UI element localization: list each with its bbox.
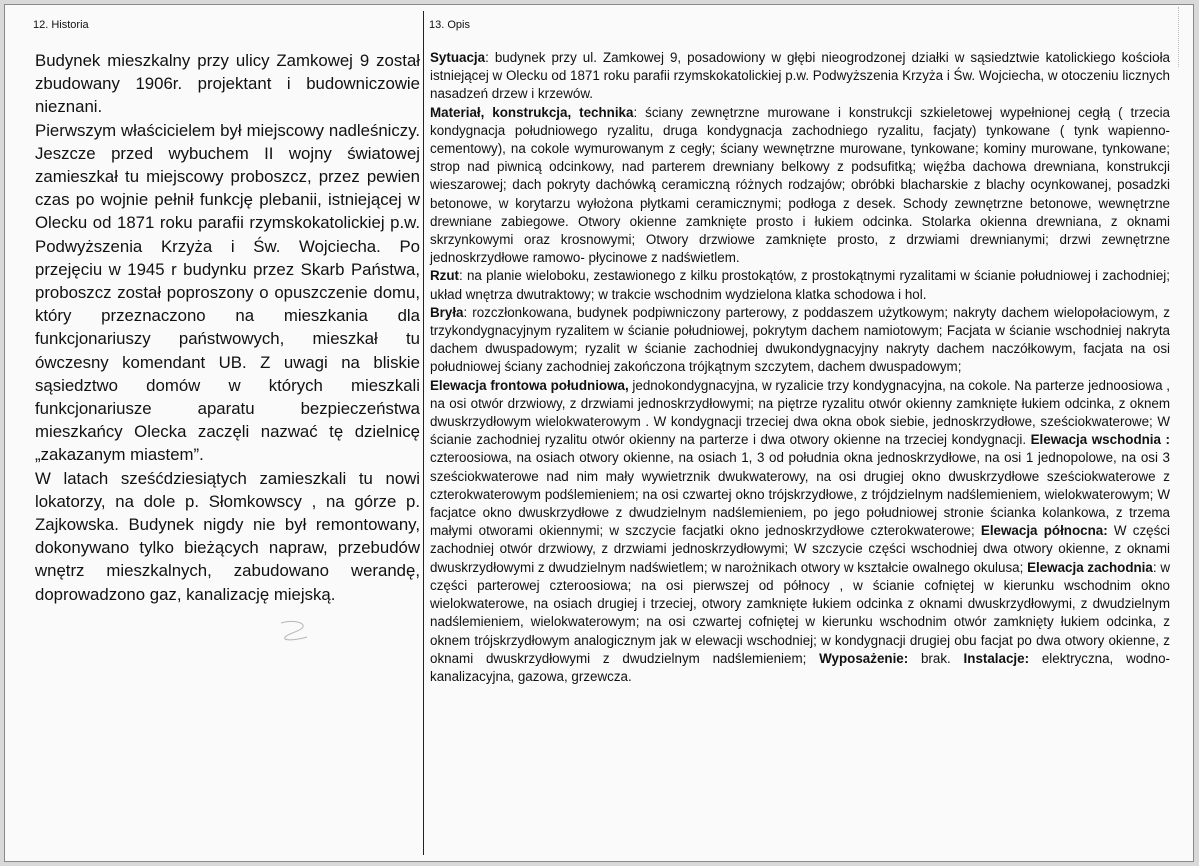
- material-text: : ściany zewnętrzne murowane i konstrukcji szkieletowej wypełnionej cegłą ( trzecia kondygnacja południowego ryzalitu, druga kondygnacja zachodniego ryzalitu, facjaty) tynkowane ( tynk wapienno- cementowy), na cokole wymurowanym z cegły; ściany wewnętrzne murowane, tynkowane; kominy murowane, tynkowane; strop nad piwnicą odcinkowy, nad parterem drewniany belkowy z podsufitką; więźba dachowa drewniana, konstrukcji wieszarowej; dach pokryty dachówką ceramiczną różnych rodzajów; obróbki blacharskie z blachy ocynkowanej, posadzki betonowe, w korytarzu wyłożona płytkami ceramicznymi; podłoga z desek. Schody zewnętrzne betonowe, wewnętrzne drewniane zabiegowe. Otwory okienne zamknięte prosto i łukiem odcinka. Stolarka okienna drewniana, z oknami skrzynkowymi oraz krosnowymi; Otwory drzwiowe zamknięte prosto, z drzwiami drewnianymi; drzwi zewnętrzne jednoskrzydłowe ramowo- płycinowe z nadświetlem.: [430, 104, 1170, 266]
- section-header-historia: 12. Historia: [33, 19, 89, 31]
- wyposazenie-text: brak.: [908, 650, 964, 666]
- elewacja-wschodnia-label: Elewacja wschodnia :: [1030, 432, 1170, 448]
- elewacja-wschodnia-text: czteroosiowa, na osiach otwory okienne, na osiach 1, 3 od południa okna jednoskrzydłowe, na osi 1 jednopolowe, na osi 3 sześciokwaterowe nad nim mały wywietrznik dwukwaterowy, na osi drugiej okno dwuskrzydłowe sześciokwaterowe z czterokwaterowym podślemieniem; na osi czwartej okno trójskrzydłowe, z trójdzielnym nadślemieniem, wielokwaterowym; W facjatce okno dwuskrzydłowe z dwudzielnym nadślemieniem, po jego południowej stronie ścianka kolankowa, z trzema małymi otworami okiennymi; w szczycie facjatki okno jednoskrzydłowe czterokwaterowe;: [430, 450, 1170, 539]
- elewacja-frontowa-label: Elewacja frontowa południowa,: [430, 377, 629, 393]
- page-edge: [1178, 7, 1191, 67]
- elewacja-frontowa-text: jednokondygnacyjna, w ryzalicie trzy kondygnacyjna, na cokole. Na parterze jednoosiowa , na osi otwór drzwiowy, z drzwiami jednoskrzydłowymi; na piętrze ryzalitu otwór okienny zamknięte łukiem odcinka, z oknem dwuskrzydłowym wielokwaterowym . W kondygnacji trzeciej dwa okna obok siebie, jednoskrzydłowe, sześciokwaterowe; W ścianie zachodniej ryzalitu otwór okienny na parterze i dwa otwory okienne na trzeciej kondygnacji.: [430, 377, 1170, 448]
- rzut-text: : na planie wieloboku, zestawionego z kilku prostokątów, z prostokątnymi ryzalitami w ścianie południowej i zachodniej; układ wnętrza dwutraktowy; w trakcie wschodnim wydzielona klatka schodowa i hol.: [430, 268, 1170, 302]
- document-page: [4, 4, 1194, 862]
- elewacja-zachodnia-label: Elewacja zachodnia: [1027, 559, 1153, 575]
- section-header-opis: 13. Opis: [429, 19, 470, 31]
- elewacja-polnocna-text: W części zachodniej otwór drzwiowy, z drzwiami jednoskrzydłowymi; W szczycie części wschodniej dwa otwory okienne, z oknami dwuskrzydłowymi z dwudzielnym nadświetlem; w narożnikach otwory w kształcie owalnego okulusa;: [430, 523, 1170, 575]
- bryla-label: Bryła: [430, 304, 464, 320]
- opis-column: [430, 49, 1170, 686]
- historia-column: [35, 49, 420, 606]
- column-divider: [423, 11, 424, 855]
- rzut-paragraph: [430, 267, 1170, 303]
- bryla-text: : rozczłonkowana, budynek podpiwniczony parterowy, z poddaszem użytkowym; nakryty dachem wielopołaciowym, z trzykondygnacyjnym ryzalitem w ścianie południowej, pokrytym dachem namiotowym; Facjata w ścianie wschodniej nakryta dachem dwuspadowym; ryzalit w ścianie zachodniej dwukondygnacyjny nakryty dachem naczółkowym, facjata na osi południowej ściany zachodniej zakończona trójkątnym szczytem, dachem dwuspadowym;: [430, 304, 1170, 375]
- historia-paragraph-1: Budynek mieszkalny przy ulicy Zamkowej 9 został zbudowany 1906r. projektant i budowniczowie nieznani.: [35, 51, 420, 117]
- pencil-mark-icon: [275, 617, 315, 643]
- bryla-paragraph: [430, 304, 1170, 377]
- elewacja-polnocna-label: Elewacja północna:: [980, 523, 1108, 539]
- elewacje-paragraph: [430, 377, 1170, 686]
- wyposazenie-label: Wyposażenie:: [819, 650, 909, 666]
- elewacja-zachodnia-text: : w części parterowej czteroosiowa; na osi pierwszej od północy , w ścianie cofniętej w kierunku wschodnim okno wielokwaterowe, na osiach drugiej i trzeciej, otwory zamknięte łukiem odcinka z oknami dwuskrzydłowymi, z dwudzielnym nadślemieniem, wielokwaterowym; na osi czwartej cofniętej w kierunku wschodnim otwór zamknięty łukiem odcinka, z oknem trójskrzydłowym analogicznym jak w elewacji wschodniej; w kondygnacji drugiej obu facjat po dwa otwory okienne, z oknami dwuskrzydłowymi z dwudzielnym nadślemieniem;: [430, 559, 1170, 666]
- material-paragraph: [430, 104, 1170, 268]
- historia-paragraph-2: Pierwszym właścicielem był miejscowy nadleśniczy. Jeszcze przed wybuchem II wojny światowej zamieszkał tu miejscowy proboszcz, przez pewien czas po wojnie pełnił funkcję plebanii, istniejącej w Olecku od 1871 roku parafii rzymskokatolickiej p.w. Podwyższenia Krzyża i Św. Wojciecha. Po przejęciu w 1945 r budynku przez Skarb Państwa, proboszcz został poproszony o opuszczenie domu, który przeznaczono na mieszkania dla funkcjonariuszy państwowych, mieszkał tu ówczesny komendant UB. Z uwagi na bliskie sąsiedztwo domów w których mieszkali funkcjonariusze aparatu bezpieczeństwa mieszkańcy Olecka zaczęli nazwać tę dzielnicę „zakazanym miastem”.: [35, 120, 420, 465]
- instalacje-label: Instalacje:: [963, 650, 1030, 666]
- historia-paragraph-3: W latach sześćdziesiątych zamieszkali tu nowi lokatorzy, na dole p. Słomkowscy , na górze p. Zajkowska. Budynek nigdy nie był remontowany, dokonywano tylko bieżących napraw, przebudów wnętrz mieszkalnych, zabudowano werandę, doprowadzono gaz, kanalizację miejską.: [35, 468, 420, 604]
- material-label: Materiał, konstrukcja, technika: [430, 104, 634, 120]
- sytuacja-text: : budynek przy ul. Zamkowej 9, posadowiony w głębi nieogrodzonej działki w sąsiedztwie katolickiego kościoła istniejącej w Olecku od 1871 roku parafii rzymskokatolickiej p.w. Podwyższenia Krzyża i Św. Wojciecha, w otoczeniu licznych nasadzeń drzew i krzewów.: [430, 50, 1170, 102]
- sytuacja-label: Sytuacja: [430, 50, 486, 65]
- sytuacja-paragraph: [430, 49, 1170, 104]
- instalacje-text: elektryczna, wodno-kanalizacyjna, gazowa, grzewcza.: [430, 650, 1170, 684]
- rzut-label: Rzut: [430, 268, 460, 284]
